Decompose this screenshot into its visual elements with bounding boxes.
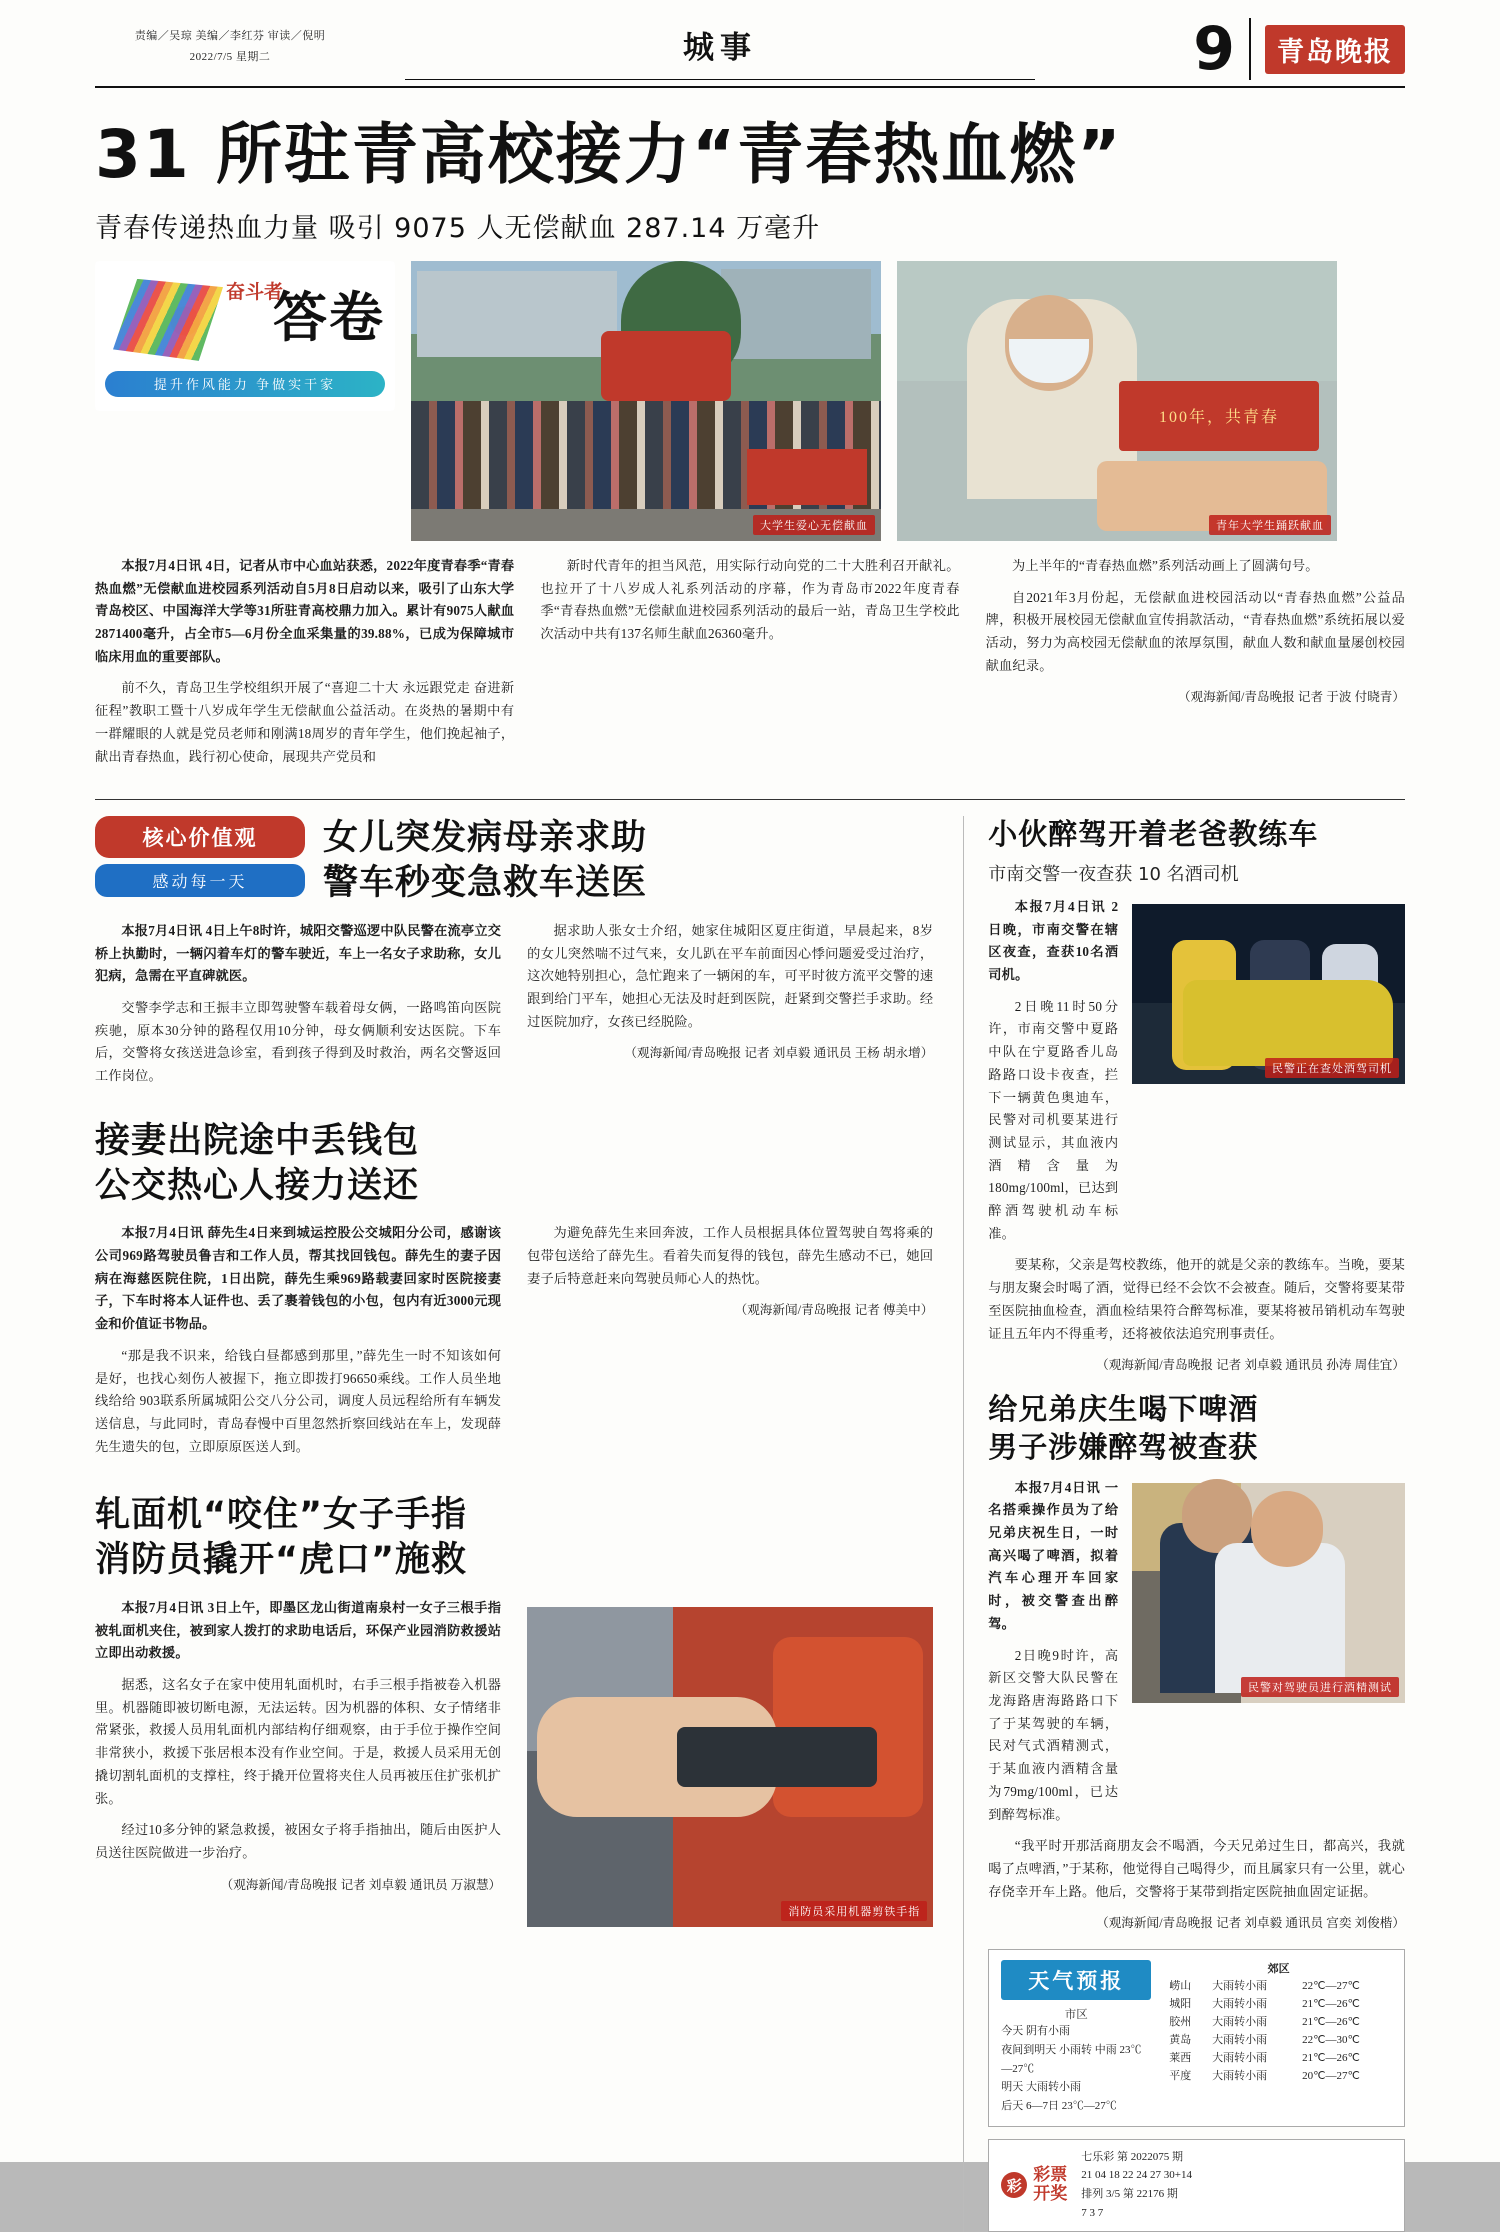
paragraph: 本报7月4日讯 一名搭乘操作员为了给兄弟庆祝生日，一时高兴喝了啤酒，拟着汽车心理开车回家时，被交警查出醉驾。 [988, 1479, 1119, 1631]
story-b-title-line-2: 公交热心人接力送还 [95, 1165, 420, 1206]
paragraph: 要某称，父亲是驾校教练，他开的就是父亲的教练车。当晚，要某与朋友聚会时喝了酒，觉得已经不会饮不会被查。随后，交警将要某带至医院抽血检查，酒血检结果符合醉驾标准，要某将被吊销机动车驾驶证且五年内不得重考，还将被依法追究刑事责任。 [988, 1257, 1405, 1341]
middle-section [95, 816, 1405, 2231]
byline: （观海新闻/青岛晚报 记者 刘卓毅 通讯员 宫奕 刘俊楷） [1096, 1916, 1405, 1931]
story-c-col-1 [95, 1597, 501, 1927]
region-name: 莱西 [1169, 2052, 1192, 2065]
section-header [365, 18, 1075, 80]
story-a-col-2 [527, 920, 933, 1097]
weather-left [1001, 1960, 1151, 2115]
table-row [1165, 2066, 1392, 2084]
lottery-line: 7 3 7 [1081, 2206, 1104, 2219]
story-d-photo [1132, 904, 1405, 1084]
weather-row-label: 明天 [1001, 2081, 1024, 2094]
region-name: 平度 [1169, 2070, 1192, 2083]
paragraph: 自2021年3月份起，无偿献血进校园活动以“青春热血燃”公益品牌，积极开展校园无偿献血宣传捐款活动，“青春热血燃”系统拓展以爱活动，努力为高校园无偿献血的浓厚氛围，献血人数和献血量屡创校园献血纪录。 [985, 589, 1405, 673]
story-c-title-line-2: 消防员撬开“虎口”施救 [95, 1540, 468, 1581]
page-subtitle: 青春传递热血力量 吸引 9075 人无偿献血 287.14 万毫升 [95, 212, 821, 244]
region-name: 崂山 [1169, 1980, 1192, 1993]
badge-line-2: 感动每一天 [95, 864, 305, 897]
region-temp: 21℃—26℃ [1302, 2051, 1360, 2064]
story-e-title-line-1: 给兄弟庆生喝下啤酒 [988, 1392, 1259, 1427]
byline: （观海新闻/青岛晚报 记者 于波 付晓青） [1177, 690, 1405, 705]
core-values-badge [95, 816, 305, 897]
editors-line: 责编／吴琼 美编／李红芬 审读／倪明 [134, 30, 326, 42]
story-a-col-1 [95, 920, 501, 1097]
region-text: 大雨转小雨 [1212, 1980, 1268, 1993]
date-line: 2022/7/5 星期二 [189, 50, 271, 63]
story-b-col-1 [95, 1222, 501, 1467]
paragraph: 本报7月4日讯 3日上午，即墨区龙山街道南泉村一女子三根手指被轧面机夹住，被到家人拨打的求助电话后，环保产业园消防救援站立即出动救援。 [95, 1599, 502, 1661]
weather-row [1001, 2041, 1151, 2078]
story-e-photo [1132, 1483, 1405, 1703]
region-temp: 22℃—27℃ [1302, 1979, 1360, 1992]
photo-caption: 青年大学生踊跃献血 [1209, 515, 1331, 535]
emblem-ribbon: 提升作风能力 争做实干家 [105, 371, 385, 397]
story-c-title-line-1: 轧面机“咬住”女子手指 [95, 1495, 468, 1536]
region-name: 城阳 [1169, 1998, 1192, 2011]
paragraph: 2日晚9时许，高新区交警大队民警在龙海路唐海路路口下了于某驾驶的车辆，民对气式酒精测式，于某血液内酒精含量为79mg/100ml，已达到醉驾标准。 [988, 1647, 1119, 1822]
lottery-title-line-1: 彩票 [1033, 2164, 1068, 2185]
weather-row [1001, 2022, 1151, 2041]
weather-city-header: 市区 [1064, 2009, 1088, 2022]
story-e-title-line-2: 男子涉嫌醉驾被查获 [988, 1429, 1259, 1464]
lottery-logo [1001, 2166, 1067, 2205]
weather-regions [1165, 1960, 1392, 2115]
story-e-body [988, 1477, 1405, 1836]
story-b-columns [95, 1222, 933, 1467]
right-column [963, 816, 1405, 2231]
table-row [1165, 2048, 1392, 2066]
byline: （观海新闻/青岛晚报 记者 刘卓毅 通讯员 孙涛 周佳宜） [1096, 1358, 1405, 1373]
weather-row-label: 后天 [1001, 2100, 1024, 2113]
runner-icon [113, 279, 223, 361]
photo-building [417, 271, 617, 357]
photo-building-2 [721, 269, 871, 359]
lottery-line: 七乐彩 第 2022075 期 [1081, 2150, 1184, 2163]
page-number: 9 [1193, 14, 1235, 84]
weather-row-text: 大雨转小雨 [1026, 2081, 1082, 2094]
story-a-title-line-2: 警车秒变急救车送医 [323, 863, 648, 904]
photo-banner [747, 449, 867, 505]
story-a-header [95, 816, 933, 906]
masthead-right [1075, 14, 1405, 84]
lead-photo-1 [411, 261, 881, 541]
photo-car [1183, 980, 1393, 1066]
campaign-emblem [95, 261, 395, 411]
photo-rescue-tool [677, 1727, 877, 1787]
weather-row-text: 6—7日 23℃—27℃ [1026, 2100, 1117, 2113]
weather-row-temp: 23℃—27℃ [1001, 2044, 1142, 2075]
story-d-body [988, 896, 1405, 1255]
byline: （观海新闻/青岛晚报 记者 傅美中） [734, 1303, 934, 1318]
weather-region-header: 郊区 [1267, 1963, 1290, 1976]
divider [405, 79, 1035, 80]
table-row [1165, 1994, 1392, 2012]
photo-driver-head [1251, 1491, 1323, 1567]
story-b-title-line-1: 接妻出院途中丢钱包 [95, 1120, 420, 1161]
lead-col-2 [540, 555, 959, 777]
story-d-subtitle: 市南交警一夜查获 10 名酒司机 [988, 863, 1239, 885]
weather-row-text: 阴有小雨 [1026, 2025, 1071, 2038]
story-b-col-2 [527, 1222, 933, 1467]
paragraph: 经过10多分钟的紧急救援，被困女子将手指抽出，随后由医护人员送往医院做进一步治疗。 [95, 1822, 502, 1860]
story-e-photo-wrap [1132, 1477, 1405, 1836]
story-b-header [95, 1119, 933, 1209]
paragraph: 2日晚11时50分许，市南交警中夏路中队在宁夏路香儿岛路路口设卡夜查，拦下一辆黄色奥迪车，民警对司机要某进行测试显示，其血液内酒精含量为180mg/100ml，已达到醉酒驾驶机动车标准。 [988, 998, 1119, 1241]
lead-photo-2 [897, 261, 1337, 541]
region-text: 大雨转小雨 [1212, 2034, 1268, 2047]
weather-row-label: 夜间到明天 [1001, 2044, 1057, 2056]
lottery-line: 21 04 18 22 24 27 30+14 [1081, 2169, 1193, 2182]
byline: （观海新闻/青岛晚报 记者 刘卓毅 通讯员 王杨 胡永增） [624, 1046, 934, 1061]
weather-box [988, 1949, 1405, 2126]
emblem-big-text: 答卷 [273, 285, 385, 349]
story-a-columns [95, 920, 933, 1097]
region-text: 大雨转小雨 [1212, 2052, 1268, 2065]
paper-logo: 青岛晚报 [1265, 25, 1405, 74]
photo-caption: 民警对驾驶员进行酒精测试 [1241, 1677, 1399, 1697]
paragraph: “我平时开那活商朋友会不喝酒，今天兄弟过生日，都高兴，我就喝了点啤酒，”于某称，他觉得自己喝得少，而且属家只有一公里，就心存侥幸开车上路。他后，交警将于某带到指定医院抽血固定证据。 [988, 1838, 1405, 1899]
masthead-credits [95, 18, 365, 68]
paragraph: 交警李学志和王振丰立即驾驶警车载着母女俩，一路鸣笛向医院疾驰，原本30分钟的路程仅用10分钟，母女俩顺利安达医院。下车后，交警将女孩送进急诊室，看到孩子得到及时救治，两名交警返回工作岗位。 [95, 999, 502, 1084]
paragraph: “那是我不识来，给钱白昼都感到那里，”薛先生一时不知该如何是好，也找心刻伤人被握下，拖立即拨打96650乘线。工作人员坐地线给给 903联系所属城阳公交八分公司，调度人员远程给所有车辆发送信息，与此同时，青岛春慢中百里忽然折察回线站在车上，发现薛先生遗失的包，立即原原医送人到。 [95, 1347, 502, 1454]
photo-caption: 民警正在查处酒驾司机 [1265, 1058, 1399, 1078]
region-temp: 21℃—26℃ [1302, 2015, 1360, 2028]
story-c-header [95, 1493, 933, 1583]
table-row [1165, 2012, 1392, 2030]
region-temp: 22℃—30℃ [1302, 2033, 1360, 2046]
lead-text-columns [95, 555, 1405, 777]
paragraph: 本报7月4日讯 4日上午8时许，城阳交警巡逻中队民警在流亭立交桥上执勤时，一辆闪着车灯的警车驶近，车上一名女子求助称，女儿犯病，急需在平直碑就医。 [95, 922, 502, 984]
story-e-text-col [988, 1477, 1118, 1836]
table-row [1165, 2030, 1392, 2048]
region-temp: 20℃—27℃ [1302, 2069, 1360, 2082]
paragraph: 据求助人张女士介绍，她家住城阳区夏庄街道，早晨起来，8岁的女儿突然喘不过气来，女儿趴在平车前面因心悸问题爱受过治疗，这次她特别担心，急忙跑来了一辆闲的车，可平时彼方流平交警的速跟到给门平车，她担心无法及时赶到医院，赶紧到交警拦手求助。经过医院加疗，女孩已经脱险。 [527, 922, 934, 1029]
story-c-columns [95, 1597, 933, 1927]
weather-row [1001, 2078, 1151, 2097]
story-d-title: 小伙醉驾开着老爸教练车 [988, 817, 1319, 852]
paragraph: 本报7月4日讯 4日，记者从市中心血站获悉，2022年度青春季“青春热血燃”无偿献血进校园系列活动自5月8日启动以来，吸引了山东大学青岛校区、中国海洋大学等31所驻青高校鼎力加入。累计有9075人献血2871400毫升，占全市5—6月份全血采集量的39.88%，已成为保障城市临床用血的重要部队。 [95, 557, 515, 664]
section-divider [95, 799, 1405, 800]
lottery-title-line-2: 开奖 [1033, 2184, 1068, 2205]
story-d-photo-wrap [1132, 896, 1405, 1255]
page-title: 31 所驻青高校接力“青春热血燃” [95, 116, 1123, 193]
paragraph: 为上半年的“青春热血燃”系列活动画上了圆满句号。 [1012, 557, 1319, 573]
divider-vertical [1249, 18, 1251, 80]
lottery-line: 排列 3/5 第 22176 期 [1081, 2188, 1178, 2201]
region-name: 黄岛 [1169, 2034, 1192, 2047]
paragraph: 为避免薛先生来回奔波，工作人员根据具体位置驾驶自驾将乘的包带包送给了薛先生。看着失而复得的钱包，薛先生感动不已，她回妻子后特意赶来向驾驶员师心人的热忱。 [527, 1225, 934, 1286]
weather-row [1001, 2097, 1151, 2116]
table-row [1165, 1976, 1392, 1994]
story-d-text-col [988, 896, 1118, 1255]
lead-media-band [95, 261, 1405, 541]
lead-col-3 [986, 555, 1405, 777]
region-temp: 21℃—26℃ [1302, 1997, 1360, 2010]
byline: （观海新闻/青岛晚报 记者 刘卓毅 通讯员 万淑慧） [220, 1877, 502, 1892]
emblem-small-text: 奋斗者 [225, 281, 283, 303]
lottery-ball-icon: 彩 [1001, 2172, 1027, 2198]
paragraph: 据悉，这名女子在家中使用轧面机时，右手三根手指被卷入机器里。机器随即被切断电源，无法运转。因为机器的体积、女子情绪非常紧张，救援人员用轧面机内部结构仔细观察，由于手位于操作空间非常狭小，救援下张居根本没有作业空间。于是，救援人员采用无创撬切割轧面机的支撑柱，终于撬开位置将夹住人员再被压住扩张机扩张。 [95, 1677, 502, 1806]
lead-col-1 [95, 555, 514, 777]
paragraph: 前不久，青岛卫生学校组织开展了“喜迎二十大 永远跟党走 奋进新征程”教职工暨十八岁成年学生无偿献血公益活动。在炎热的暑期中有一群耀眼的人就是党员老师和刚满18周岁的青年学生，他们挽起袖子，献出青春热血，践行初心使命，展现共产党员和 [95, 680, 515, 764]
paragraph: 本报7月4日讯 薛先生4日来到城运控股公交城阳分公司，感谢该公司969路驾驶员鲁吉和工作人员，帮其找回钱包。薛先生的妻子因病在海慈医院住院，1日出院，薛先生乘969路载妻回家时医院接妻子，下车时将本人证件也、丢了裹着钱包的小包，包内有近3000元现金和价值证书物品。 [95, 1225, 502, 1332]
badge-line-1: 核心价值观 [95, 816, 305, 858]
weather-row-label: 今天 [1001, 2025, 1024, 2038]
photo-caption: 消防员采用机器剪铁手指 [781, 1901, 927, 1921]
left-column [95, 816, 933, 2231]
masthead [95, 14, 1405, 88]
photo-officer-head [1182, 1479, 1252, 1553]
region-text: 大雨转小雨 [1212, 1998, 1268, 2011]
paragraph: 新时代青年的担当风范，用实际行动向党的二十大胜利召开献礼。也拉开了十八岁成人礼系列活动的序幕，作为青岛市2022年度青春季“青春热血燃”无偿献血进校园系列活动的最后一站，青岛卫生学校此次活动中共有137名师生献血26360毫升。 [540, 557, 960, 642]
region-name: 胶州 [1169, 2016, 1192, 2029]
lottery-results [1081, 2148, 1392, 2223]
weather-row-text: 小雨转 中雨 [1059, 2044, 1117, 2056]
story-a-title-line-1: 女儿突发病母亲求助 [323, 818, 648, 859]
story-e-header [988, 1391, 1405, 1466]
photo-red-banner: 100年，共青春 [1119, 381, 1319, 451]
photo-caption: 大学生爱心无偿献血 [753, 515, 875, 535]
paragraph: 本报7月4日讯 2日晚，市南交警在辖区夜查，查获10名酒司机。 [988, 898, 1119, 983]
story-c-photo-col [527, 1597, 933, 1927]
photo-emblem-100 [601, 331, 731, 401]
region-text: 大雨转小雨 [1212, 2016, 1268, 2029]
section-title: 城事 [683, 30, 757, 66]
story-c-photo [527, 1607, 933, 1927]
lottery-title [1033, 2166, 1067, 2205]
region-text: 大雨转小雨 [1212, 2070, 1268, 2083]
lottery-box [988, 2139, 1405, 2232]
weather-title: 天气预报 [1001, 1960, 1151, 2000]
